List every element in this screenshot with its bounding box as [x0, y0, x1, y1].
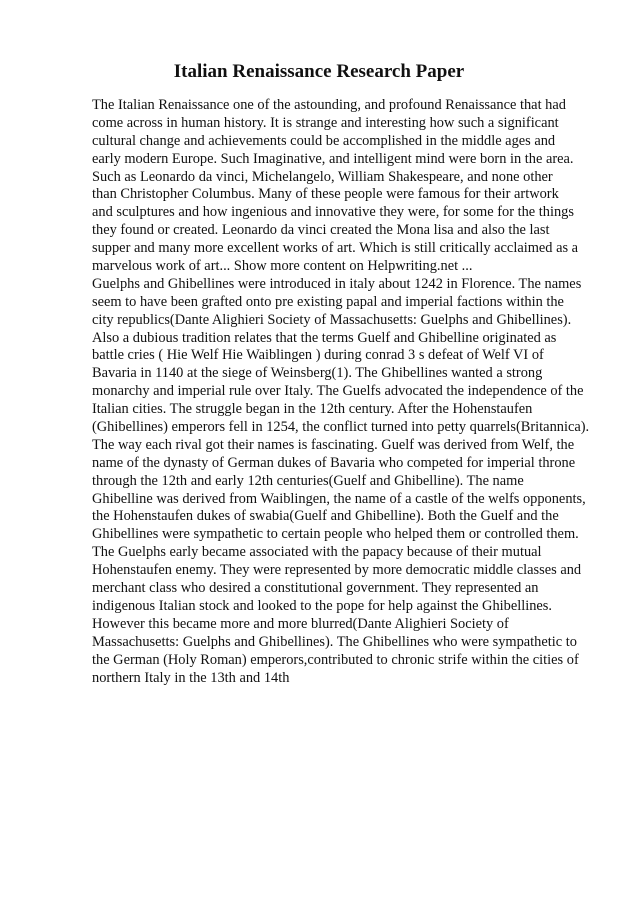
text-line: they found or created. Leonardo da vinci created the Mona lisa and also the last	[92, 222, 550, 239]
text-line: supper and many more excellent works of art. Which is still critically acclaimed as a	[92, 240, 579, 257]
text-line: come across in human history. It is strange and interesting how such a significant	[92, 114, 559, 131]
text-line: Such as Leonardo da vinci, Michelangelo, William Shakespeare, and none other	[92, 168, 553, 185]
text-line: Also a dubious tradition relates that the terms Guelf and Ghibelline originated as	[92, 329, 557, 346]
page-title: Italian Renaissance Research Paper	[173, 61, 465, 82]
text-line: Ghibellines were sympathetic to certain people who helped them or controlled them.	[92, 526, 579, 543]
text-line: Massachusetts: Guelphs and Ghibellines). The Ghibellines who were sympathetic to	[92, 633, 577, 650]
text-line: through the 12th and early 12th centuries(Guelf and Ghibelline). The name	[92, 472, 524, 489]
text-line: Ghibelline was derived from Waiblingen, the name of a castle of the welfs opponents,	[92, 490, 586, 507]
text-line: Guelphs and Ghibellines were introduced in italy about 1242 in Florence. The names	[92, 275, 582, 292]
text-line: However this became more and more blurred(Dante Alighieri Society of	[92, 615, 509, 632]
text-line: Bavaria in 1140 at the siege of Weinsberg(1). The Ghibellines wanted a strong	[92, 365, 543, 382]
text-line: seem to have been grafted onto pre existing papal and imperial factions within the	[92, 293, 564, 310]
text-line: city republics(Dante Alighieri Society of Massachusetts: Guelphs and Ghibellines).	[92, 311, 572, 328]
text-line: the Hohenstaufen dukes of swabia(Guelf and Ghibelline). Both the Guelf and the	[92, 508, 559, 525]
text-line: indigenous Italian stock and looked to the pope for help against the Ghibellines.	[92, 597, 552, 614]
text-line: the German (Holy Roman) emperors,contributed to chronic strife within the cities of	[92, 651, 579, 668]
text-line: marvelous work of art... Show more content on Helpwriting.net ...	[92, 258, 473, 275]
text-line: The Guelphs early became associated with the papacy because of their mutual	[92, 544, 542, 561]
text-line: The way each rival got their names is fascinating. Guelf was derived from Welf, the	[92, 436, 575, 453]
text-line: name of the dynasty of German dukes of Bavaria who competed for imperial throne	[92, 454, 576, 471]
text-line: Hohenstaufen enemy. They were represented by more democratic middle classes and	[92, 562, 582, 579]
text-line: early modern Europe. Such Imaginative, and intelligent mind were born in the area.	[92, 150, 574, 167]
text-line: and sculptures and how ingenious and innovative they were, for some for the things	[92, 204, 574, 221]
text-line: Italian cities. The struggle began in the 12th century. After the Hohenstaufen	[92, 401, 533, 418]
text-line: northern Italy in the 13th and 14th	[92, 669, 290, 686]
text-line: than Christopher Columbus. Many of these people were famous for their artwork	[92, 186, 559, 203]
body-text	[92, 97, 589, 687]
text-line: The Italian Renaissance one of the astounding, and profound Renaissance that had	[92, 97, 566, 113]
text-line: cultural change and achievements could be accomplished in the middle ages and	[92, 132, 556, 149]
text-line: merchant class who desired a constitutional government. They represented an	[92, 580, 539, 597]
text-line: (Ghibellines) emperors fell in 1254, the conflict turned into petty quarrels(Britannica).	[92, 419, 590, 436]
text-line: battle cries ( Hie Welf Hie Waiblingen ) during conrad 3 s defeat of Welf VI of	[92, 347, 544, 364]
text-line: monarchy and imperial rule over Italy. The Guelfs advocated the independence of the	[92, 383, 584, 400]
